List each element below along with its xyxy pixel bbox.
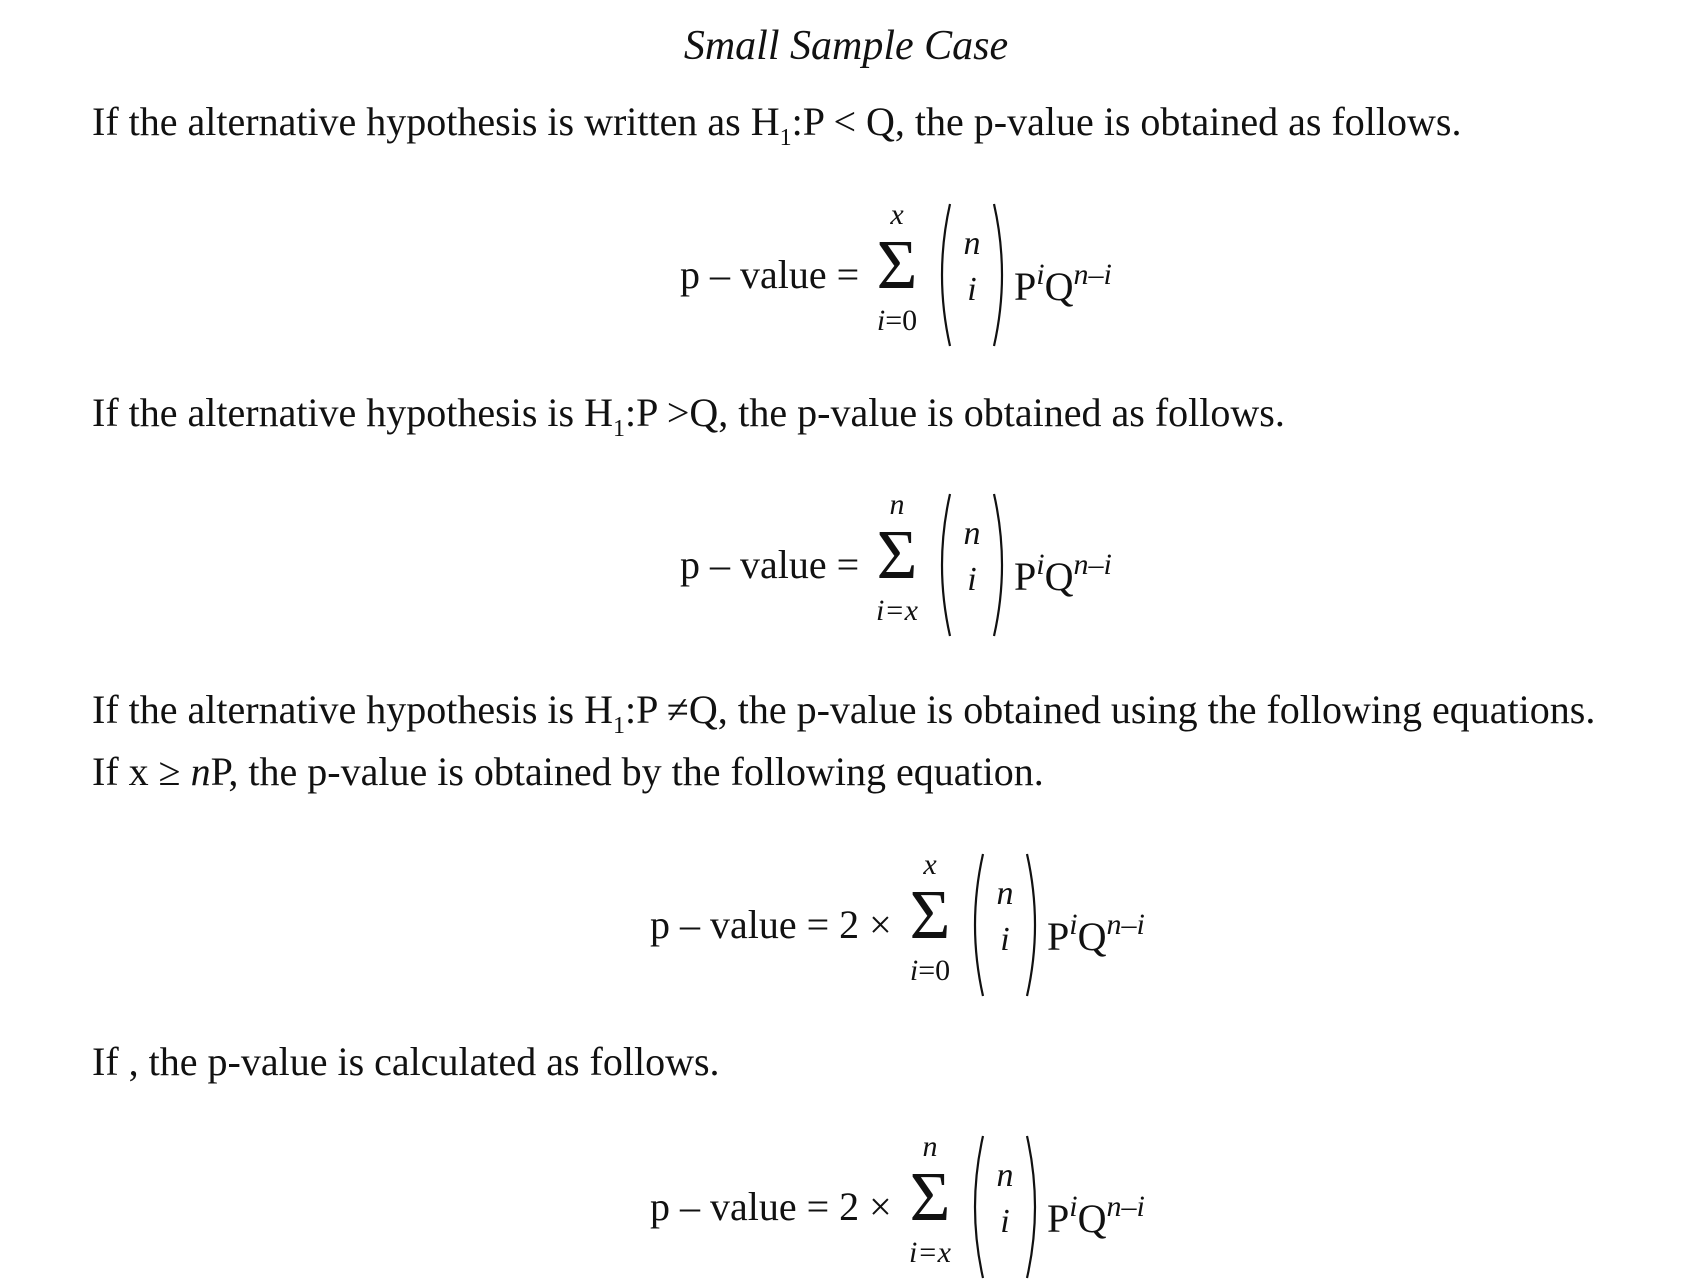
subscript: 1 [779,125,792,151]
equation-2 [680,490,1200,640]
binomial-coefficient [952,200,992,350]
italic-variable: n [190,749,211,794]
paragraph-text: If the alternative hypothesis is H [92,687,613,732]
left-parenthesis [965,850,985,1000]
paragraph-alternative-greater [92,383,1285,459]
binomial-coefficient [985,1132,1025,1282]
index-start: =x [917,1236,951,1269]
paragraph-text: If the alternative hypothesis is H [92,390,613,435]
probability-terms [1047,1182,1145,1244]
left-parenthesis [965,1132,985,1282]
base-q: Q [1044,554,1074,599]
index-variable: i [876,594,885,627]
index-variable: i [876,304,886,337]
equation-4 [650,1132,1210,1282]
sigma-symbol: Σ [909,877,951,954]
summation-lower-limit [895,956,965,986]
binomial-coefficient [985,850,1025,1000]
summation-upper-limit: n [889,488,905,521]
summation-upper-limit: x [890,198,904,231]
sigma-symbol: Σ [909,1159,951,1236]
sigma-symbol: Σ [876,517,918,594]
exponent-p: i [1036,548,1045,581]
binomial-bottom: i [967,561,977,598]
base-q: Q [1077,1196,1107,1241]
subscript: 1 [612,713,625,739]
paragraph-condition-other [92,1032,720,1092]
right-parenthesis [992,200,1012,350]
summation-lower-limit [862,596,932,626]
base-p: P [1047,914,1070,959]
paragraph-text: P, the p-value is obtained by the following equation. [210,749,1044,794]
base-q: Q [1077,914,1107,959]
exponent-q: n–i [1073,548,1112,581]
left-parenthesis [932,200,952,350]
equation-lhs: p – value = 2 × [650,902,892,947]
equation-1 [680,200,1200,350]
binomial-top: n [963,515,981,552]
sigma-symbol: Σ [876,227,918,304]
index-variable: i [909,1236,918,1269]
binomial-top: n [996,1157,1014,1194]
paragraph-condition-greater [92,742,1044,802]
index-start: =0 [918,954,951,987]
right-parenthesis [992,490,1012,640]
summation-lower-limit [895,1238,965,1268]
binomial-bottom: i [1000,921,1010,958]
equation-lhs: p – value = [680,542,860,587]
equation-3 [650,850,1210,1000]
exponent-q: n–i [1073,258,1112,291]
binomial-coefficient [952,490,992,640]
binomial-bottom: i [967,271,977,308]
right-parenthesis [1025,1132,1045,1282]
base-p: P [1014,554,1037,599]
index-start: =x [884,594,918,627]
summation-upper-limit: n [922,1130,938,1163]
subscript: 1 [612,416,625,442]
binomial-bottom: i [1000,1203,1010,1240]
probability-terms [1047,900,1145,962]
exponent-p: i [1036,258,1045,291]
paragraph-text: :P < Q, the p-value is obtained as follows. [791,99,1462,144]
section-heading: Small Sample Case [683,23,1009,69]
summation-lower-limit [862,306,932,336]
equation-lhs: p – value = [680,252,860,297]
base-q: Q [1044,264,1074,309]
paragraph-text: If the alternative hypothesis is written as H [92,99,780,144]
probability-terms [1014,540,1112,602]
exponent-p: i [1069,908,1078,941]
binomial-top: n [963,225,981,262]
paragraph-text: If x ≥ [92,749,191,794]
index-variable: i [909,954,919,987]
paragraph-text: If , the p-value is calculated as follows. [92,1039,720,1084]
exponent-q: n–i [1106,1190,1145,1223]
right-parenthesis [1025,850,1045,1000]
paragraph-alternative-less [92,92,1461,168]
probability-terms [1014,250,1112,312]
binomial-top: n [996,875,1014,912]
index-start: =0 [885,304,918,337]
summation-upper-limit: x [923,848,937,881]
equation-lhs: p – value = 2 × [650,1184,892,1229]
paragraph-text: :P ≠Q, the p-value is obtained using the following equations. [624,687,1596,732]
exponent-p: i [1069,1190,1078,1223]
exponent-q: n–i [1106,908,1145,941]
left-parenthesis [932,490,952,640]
paragraph-text: :P >Q, the p-value is obtained as follows. [624,390,1285,435]
base-p: P [1047,1196,1070,1241]
base-p: P [1014,264,1037,309]
